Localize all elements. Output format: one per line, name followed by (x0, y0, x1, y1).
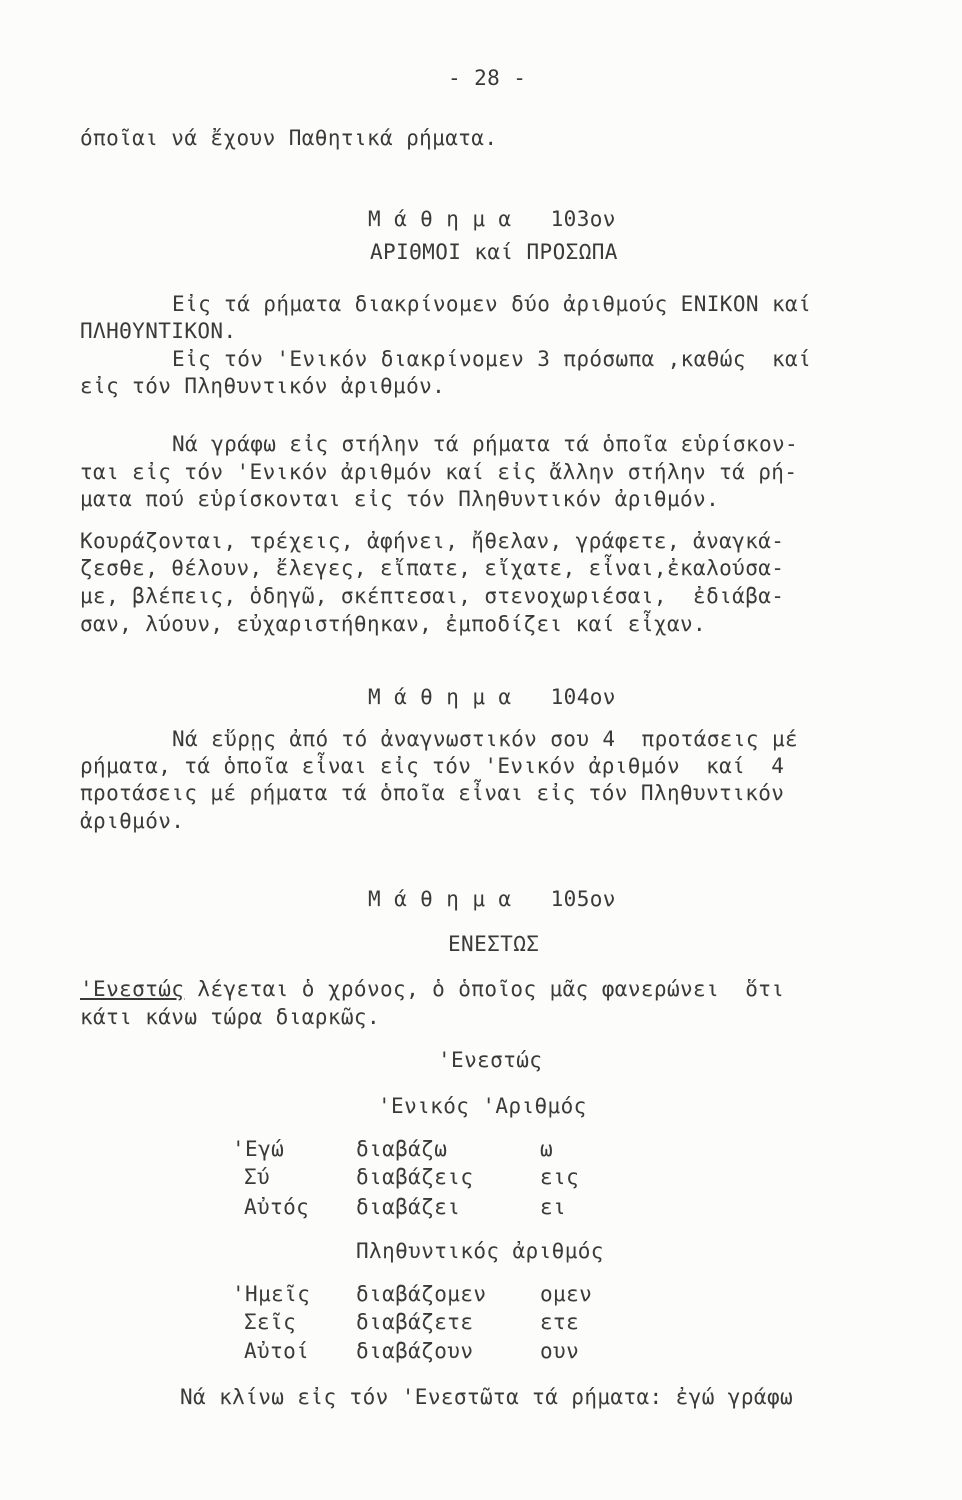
singular-title: 'Ενικός 'Αριθμός (378, 1094, 587, 1118)
lesson-104-line-2: ρήματα, τά ὁποῖα εἶναι εἰς τόν 'Ενικόν ἀριθμόν καί 4 (80, 754, 785, 778)
plural-ending-1: ομεν (540, 1282, 593, 1306)
plural-pronoun-1: 'Ημεῖς (232, 1282, 311, 1306)
plural-verb-3: διαβάζουν (356, 1339, 474, 1363)
lesson-103-line-3: Εἰς τόν 'Ενικόν διακρίνομεν 3 πρόσωπα ,καθώς καί (172, 347, 812, 371)
lesson-103-line-4: εἰς τόν Πληθυντικόν ἀριθμόν. (80, 374, 446, 398)
lesson-104-line-3: προτάσεις μέ ρήματα τά ὁποῖα εἶναι εἰς τόν Πληθυντικόν (80, 781, 785, 805)
lesson-103-line-8: Κουράζονται, τρέχεις, ἀφήνει, ἤθελαν, γράφετε, ἀναγκά- (80, 529, 785, 553)
plural-pronoun-2: Σεῖς (244, 1310, 297, 1334)
singular-ending-1: ω (540, 1137, 554, 1161)
definition-line-1 (80, 975, 784, 1003)
definition-term: 'Ενεστώς (80, 977, 185, 1001)
lesson-104-heading: Μ ά θ η μ α 104ον (368, 685, 616, 709)
lesson-103-title: ΑΡΙΘΜΟΙ καί ΠΡΟΣΩΠΑ (370, 240, 618, 264)
singular-verb-3: διαβάζει (356, 1195, 461, 1219)
lesson-103-heading: Μ ά θ η μ α 103ον (368, 207, 616, 231)
exercise-line: Νά κλίνω εἰς τόν 'Ενεστῶτα τά ρήματα: ἐγώ γράφω (180, 1385, 794, 1409)
singular-ending-2: εις (540, 1165, 580, 1189)
definition-line-2: κάτι κάνω τώρα διαρκῶς. (80, 1005, 380, 1029)
lesson-103-line-6: ται εἰς τόν 'Ενικόν ἀριθμόν καί εἰς ἄλλην στήλην τά ρή- (80, 460, 798, 484)
singular-pronoun-2: Σύ (244, 1165, 271, 1189)
lesson-103-line-1: Εἰς τά ρήματα διακρίνομεν δύο ἀριθμούς ΕΝΙΚΟΝ καί (172, 292, 812, 316)
plural-verb-1: διαβάζομεν (356, 1282, 487, 1306)
lesson-103-line-5: Νά γράφω εἰς στήλην τά ρήματα τά ὁποῖα εὑρίσκον- (172, 432, 799, 456)
lesson-105-title: ΕΝΕΣΤΩΣ (448, 932, 540, 956)
singular-pronoun-1: 'Εγώ (232, 1137, 285, 1161)
lesson-104-line-4: ἀριθμόν. (80, 809, 185, 833)
plural-ending-3: ουν (540, 1339, 580, 1363)
lesson-103-line-7: ματα πού εὑρίσκονται εἰς τόν Πληθυντικόν ἀριθμόν. (80, 487, 720, 511)
conjugation-title: 'Ενεστώς (438, 1048, 543, 1072)
singular-verb-1: διαβάζω (356, 1137, 448, 1161)
plural-pronoun-3: Αὐτοί (244, 1339, 310, 1363)
lesson-104-line-1: Νά εὕρῃς ἀπό τό ἀναγνωστικόν σου 4 προτάσεις μέ (172, 727, 799, 751)
plural-verb-2: διαβάζετε (356, 1310, 474, 1334)
singular-pronoun-3: Αὐτός (244, 1195, 310, 1219)
singular-verb-2: διαβάζεις (356, 1165, 474, 1189)
intro-line: όποῖαι νά ἔχουν Παθητικά ρήματα. (80, 126, 498, 150)
lesson-105-heading: Μ ά θ η μ α 105ον (368, 887, 616, 911)
definition-text: λέγεται ὁ χρόνος, ὁ ὁποῖος μᾶς φανερώνει ὅτι (184, 977, 785, 1001)
lesson-103-line-10: με, βλέπεις, ὁδηγῶ, σκέπτεσαι, στενοχωριέσαι, ἐδιάβα- (80, 584, 785, 608)
plural-ending-2: ετε (540, 1310, 580, 1334)
lesson-103-line-11: σαν, λύουν, εὐχαριστήθηκαν, ἐμποδίζει καί εἶχαν. (80, 612, 707, 636)
lesson-103-line-2: ΠΛΗΘΥΝΤΙΚΟΝ. (80, 319, 237, 343)
singular-ending-3: ει (540, 1195, 567, 1219)
page-number: - 28 - (448, 66, 527, 90)
lesson-103-line-9: ζεσθε, θέλουν, ἔλεγες, εἴπατε, εἴχατε, εἶναι,ἐκαλούσα- (80, 556, 785, 580)
plural-title: Πληθυντικός ἀριθμός (356, 1239, 604, 1263)
